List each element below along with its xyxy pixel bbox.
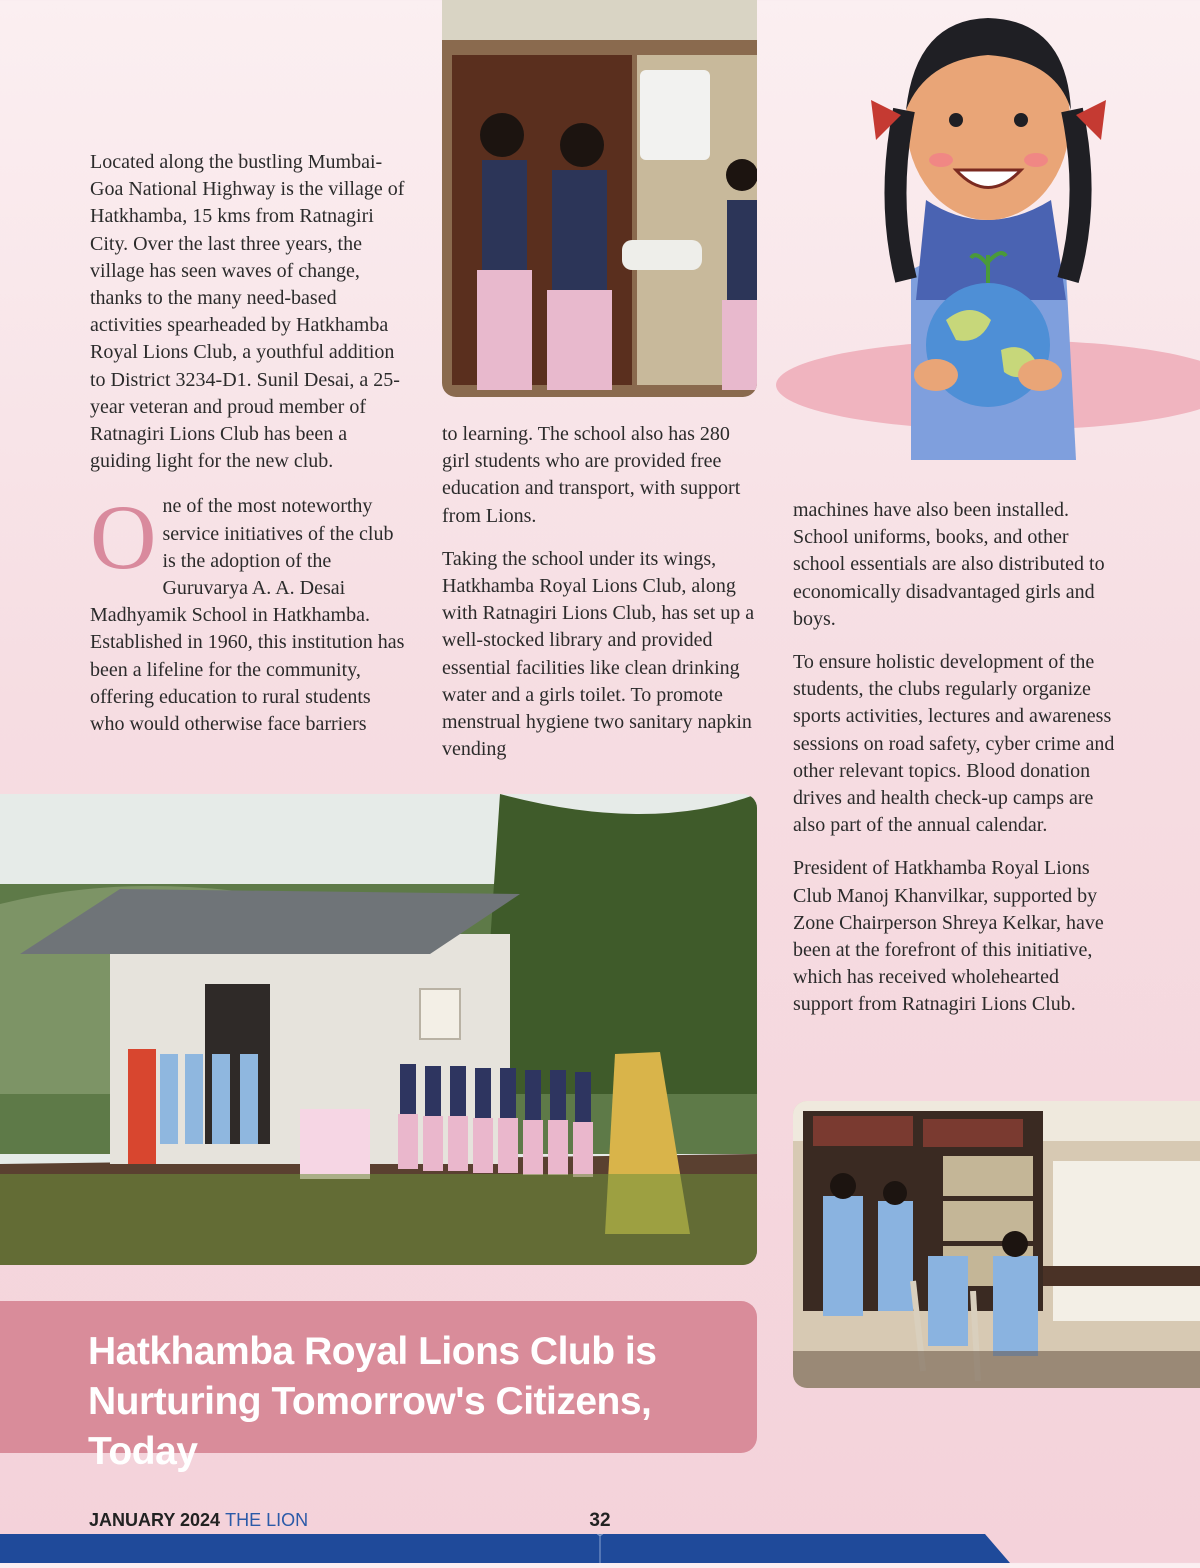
article-column-1 — [90, 149, 408, 754]
footer-bar — [0, 1534, 1200, 1563]
page-number: 32 — [589, 1510, 611, 1531]
footer-issue-label — [89, 1510, 308, 1531]
headline-banner — [0, 1301, 757, 1473]
article-paragraph-7: President of Hatkhamba Royal Lions Club Manoj Khanvilkar, supported by Zone Chairperson Shreya Kelkar, have been at the forefront of this initiative, which has received wholehearted support from Ratnagiri Lions Club. — [793, 857, 1104, 1016]
article-paragraph-5: machines have also been installed. School uniforms, books, and other school essentials are also distributed to economically disadvantaged girls and boys. — [793, 499, 1105, 630]
article-paragraph-2 — [90, 486, 408, 738]
headline-line-2: Nurturing Tomorrow's Citizens, Today — [88, 1380, 652, 1473]
headline-title — [88, 1327, 757, 1477]
article-column-3 — [793, 497, 1115, 1035]
article-paragraph-1: Located along the bustling Mumbai-Goa National Highway is the village of Hatkhamba, 15 kms from Ratnagiri City. Over the last three years, the village has seen waves of change, thanks to the many need-based activities spearheaded by Hatkhamba Royal Lions Club, a youthful addition to District 3234-D1. Sunil Desai, a 25-year veteran and proud member of Ratnagiri Lions Club has been a guiding light for the new club. — [90, 151, 405, 473]
article-paragraph-2-text: ne of the most noteworthy service initiatives of the club is the adoption of the Guruvarya A. A. Desai Madhyamik School in Hatkhamba. Established in 1960, this institution has been a lifeline for the community, offering education to rural students who would otherwise face barriers — [90, 495, 405, 736]
illustration-girl-with-globe — [776, 0, 1200, 460]
photo-students-outside-toilet-block — [0, 794, 757, 1265]
photo-students-water-purifier — [442, 0, 757, 397]
article-paragraph-4: Taking the school under its wings, Hatkhamba Royal Lions Club, along with Ratnagiri Lions Club, has set up a well-stocked library and provided essential facilities like clean drinking water and a girls toilet. To promote menstrual hygiene two sanitary napkin vending — [442, 547, 755, 761]
photo-students-in-library — [793, 1101, 1200, 1388]
footer-month-year: JANUARY 2024 — [89, 1510, 221, 1530]
headline-line-1: Hatkhamba Royal Lions Club is — [88, 1330, 657, 1373]
footer-magazine-name: THE LION — [225, 1510, 309, 1530]
article-paragraph-3: to learning. The school also has 280 girl students who are provided free education and transport, with support from Lions. — [442, 423, 741, 527]
article-column-2 — [442, 421, 760, 779]
article-paragraph-6: To ensure holistic development of the students, the clubs regularly organize sports activities, lectures and awareness sessions on road safety, cyber crime and other relevant topics. Blood donation drives and health check-up camps are also part of the annual calendar. — [793, 651, 1115, 837]
drop-cap: O — [90, 486, 157, 589]
